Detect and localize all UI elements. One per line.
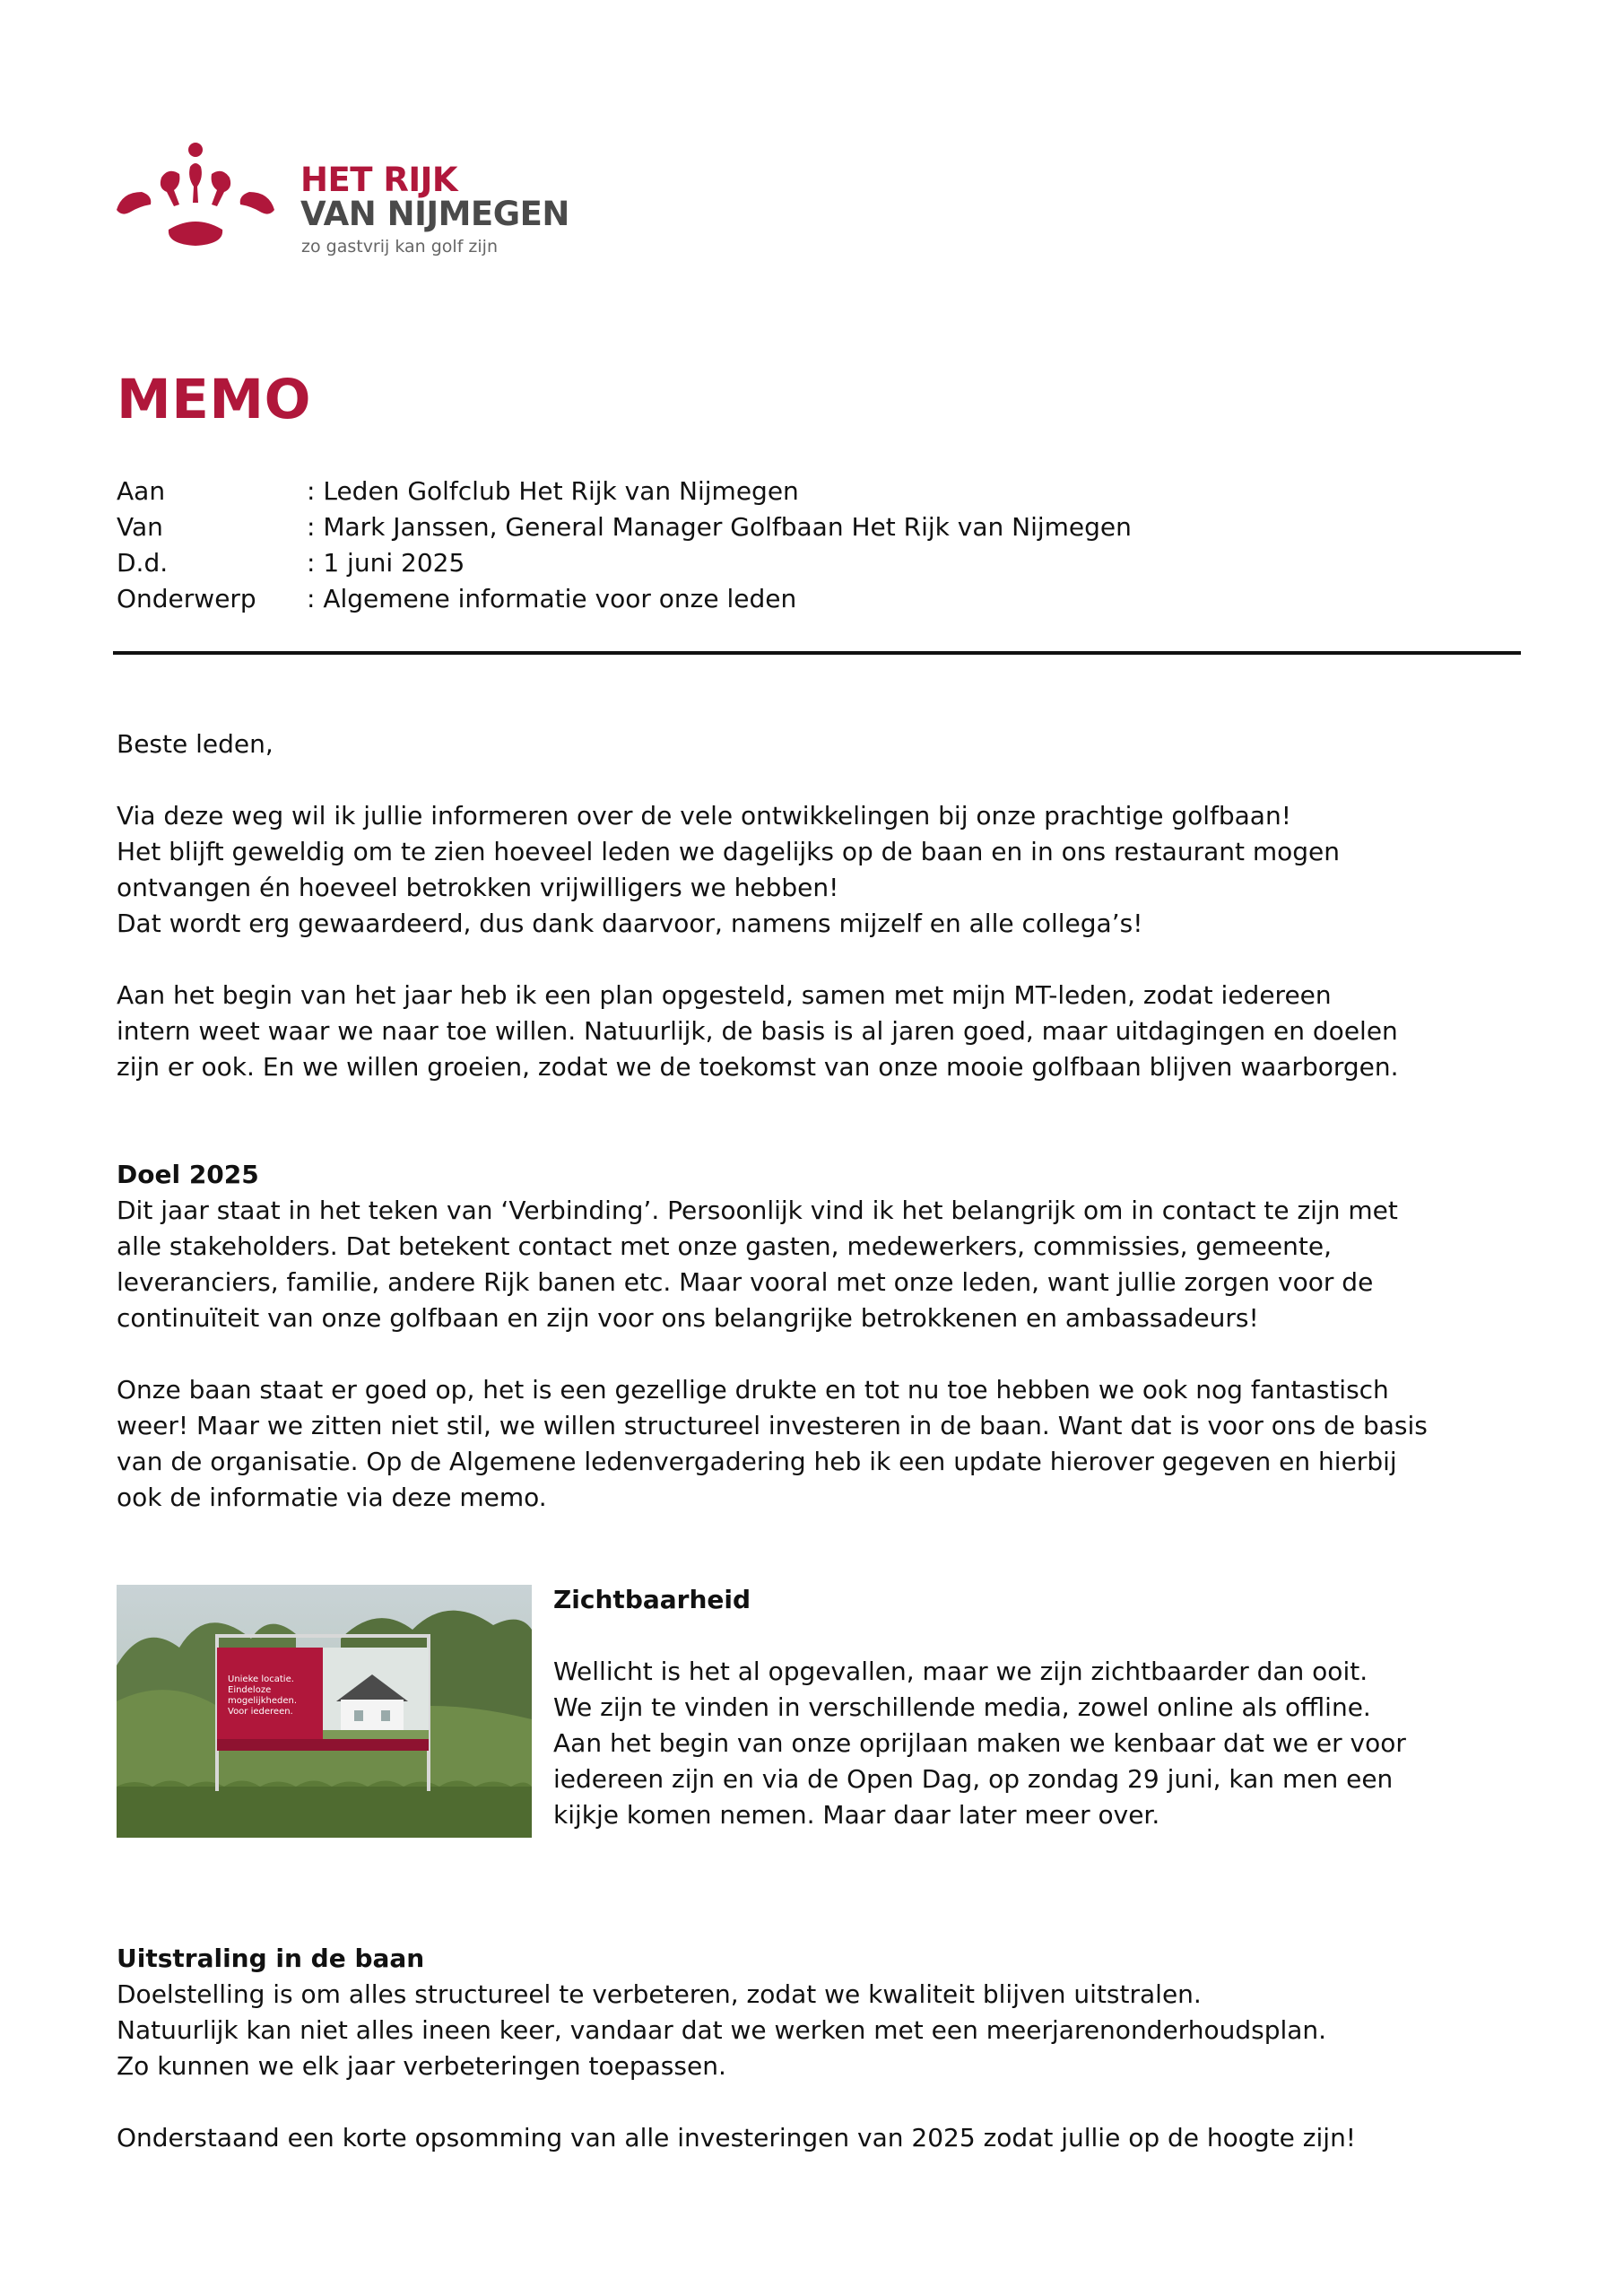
field-value: : Algemene informatie voor onze leden	[307, 584, 797, 613]
logo-title-line1: HET RIJK	[300, 161, 458, 199]
billboard-line-4: Voor iedereen.	[228, 1707, 293, 1717]
billboard-text	[228, 1674, 300, 1717]
appearance-text: Doelstelling is om alles structureel te verbeteren, zodat we kwaliteit blijven uitstralen. Natuurlijk kan niet alles ineen keer, vandaar dat we werken met een meerjarenonderhoudsplan. Zo kunnen we elk jaar verbeteringen toepassen.	[117, 1979, 1327, 2081]
memo-heading: MEMO	[117, 368, 311, 431]
plan-text: Aan het begin van het jaar heb ik een plan opgesteld, samen met mijn MT-leden, zodat iedereen intern weet waar we naar toe willen. Natuurlijk, de basis is al jaren goed, maar uitdagingen en doelen zijn er ook. En we willen groeien, zodat we de toekomst van onze mooie golfbaan blijven waarborgen.	[117, 980, 1399, 1082]
field-label: Van	[117, 512, 163, 542]
field-value: : Leden Golfclub Het Rijk van Nijmegen	[307, 476, 799, 506]
billboard-photo-image	[117, 1585, 532, 1838]
visibility-section	[553, 1582, 1522, 1833]
billboard-photo	[117, 1585, 532, 1838]
goal-heading: Doel 2025	[117, 1160, 259, 1189]
appearance-section	[117, 1941, 1524, 2084]
intro-text: Via deze weg wil ik jullie informeren over de vele ontwikkelingen bij onze prachtige golfbaan! Het blijft geweldig om te zien hoeveel leden we dagelijks op de baan en in ons restaurant mogen ontvangen én hoeveel betrokken vrijwilligers we hebben! Dat wordt erg gewaardeerd, dus dank daarvoor, namens mijzelf en alle collega’s!	[117, 801, 1341, 938]
billboard-line-1: Unieke locatie.	[228, 1674, 294, 1684]
summary-paragraph	[117, 2120, 1524, 2156]
field-row-from	[117, 509, 1132, 545]
greeting	[117, 726, 1524, 762]
field-row-to	[117, 474, 1132, 509]
goal-section	[117, 1157, 1524, 1336]
billboard-line-2: Eindeloze	[228, 1685, 272, 1695]
billboard-line-3: mogelijkheden.	[228, 1696, 297, 1706]
field-value: : Mark Janssen, General Manager Golfbaan Het Rijk van Nijmegen	[307, 512, 1132, 542]
plan-paragraph	[117, 978, 1524, 1085]
field-label: Aan	[117, 476, 166, 506]
goal-text: Dit jaar staat in het teken van ‘Verbinding’. Persoonlijk vind ik het belangrijk om in contact te zijn met alle stakeholders. Dat betekent contact met onze gasten, medewerkers, commissies, gemeente, leveranciers, familie, andere Rijk banen etc. Maar vooral met onze leden, want jullie zorgen voor de continuïteit van onze golfbaan en zijn voor ons belangrijke betrokkenen en ambassadeurs!	[117, 1196, 1398, 1333]
field-label: D.d.	[117, 548, 169, 578]
field-row-date	[117, 545, 1132, 581]
logo-wordmark	[300, 163, 569, 231]
header-divider	[113, 651, 1521, 655]
golf-fan-logo-icon	[115, 140, 276, 257]
visibility-heading: Zichtbaarheid	[553, 1585, 751, 1614]
appearance-heading: Uitstraling in de baan	[117, 1944, 425, 1973]
logo-tagline: zo gastvrij kan golf zijn	[301, 237, 499, 257]
logo-title-line2: VAN NIJMEGEN	[300, 195, 569, 233]
field-row-subject	[117, 581, 1132, 617]
field-value: : 1 juni 2025	[307, 548, 465, 578]
summary-text: Onderstaand een korte opsomming van alle investeringen van 2025 zodat jullie op de hoogte zijn!	[117, 2123, 1357, 2152]
visibility-text: Wellicht is het al opgevallen, maar we zijn zichtbaarder dan ooit. We zijn te vinden in verschillende media, zowel online als offline. Aan het begin van onze oprijlaan maken we kenbaar dat we er voor iedereen zijn en via de Open Dag, op zondag 29 juni, kan men een kijkje komen nemen. Maar daar later meer over.	[553, 1657, 1406, 1830]
greeting-text: Beste leden,	[117, 729, 274, 759]
course-paragraph	[117, 1372, 1524, 1516]
field-label: Onderwerp	[117, 584, 256, 613]
course-text: Onze baan staat er goed op, het is een gezellige drukte en tot nu toe hebben we ook nog fantastisch weer! Maar we zitten niet stil, we willen structureel investeren in de baan. Want dat is voor ons de basis van de organisatie. Op de Algemene ledenvergadering heb ik een update hierover gegeven en hierbij ook de informatie via deze memo.	[117, 1375, 1428, 1512]
club-logo	[115, 140, 617, 265]
intro-paragraph	[117, 798, 1524, 942]
memo-header-fields	[117, 474, 1132, 617]
